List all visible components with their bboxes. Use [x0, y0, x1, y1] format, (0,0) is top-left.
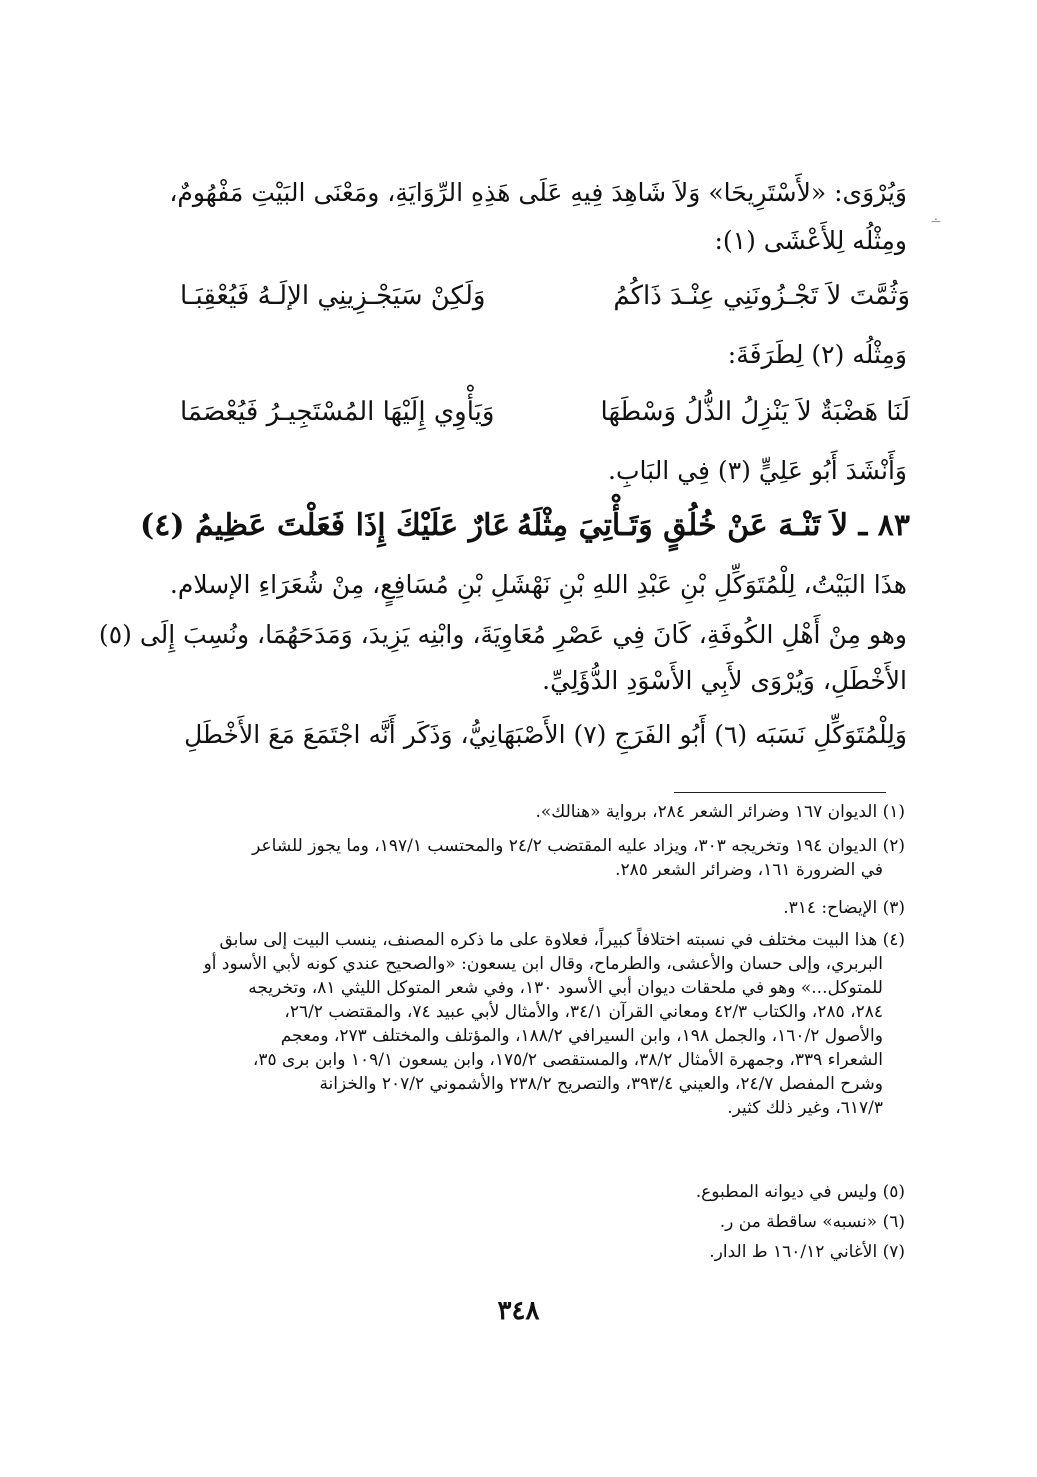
footnote-6 — [135, 1210, 905, 1234]
footnote-line: في الضرورة ١٦١، وضرائر الشعر ٢٨٥. — [615, 860, 883, 880]
body-line-6: وهو مِنْ أَهْلِ الكُوفَةِ، كَانَ فِي عَصْرِ مُعَاوِيَةَ، وابْنِه يَزِيدَ، وَمَدَحَهُمَا، ونُسِبَ إِلَى (٥) — [98, 620, 907, 649]
verse-2-second-hemistich: وَيَأْوِي إِلَيْهَا المُسْتَجِيـرُ فَيُعْصَمَا — [180, 397, 495, 427]
verse-2-first-hemistich: لَنَا هَضْبَةٌ لاَ يَنْزِلُ الذُّلُ وَسْطَهَا — [600, 397, 910, 427]
footnote-5 — [135, 1180, 905, 1204]
footnote-line: الشعراء ٣٣٩، وجمهرة الأمثال ٣٨/٢، والمستقصى ١٧٥/٢، وابن يسعون ١٠٩/١ وابن برى ٣٥، — [252, 1050, 883, 1070]
footnote-line: (٤) هذا البيت مختلف في نسبته اختلافاً كبيراً، فعلاوة على ما ذكره المصنف، ينسب البيت إلى سابق — [219, 930, 905, 950]
body-line-2: ومِثْلُه لِلأَعْشَى (١): — [714, 226, 907, 255]
footnote-line: (٥) وليس في ديوانه المطبوع. — [695, 1182, 905, 1202]
verse-83 — [140, 506, 910, 548]
footnote-line: والأصول ١٦٠/٢، والجمل ١٩٨، وابن السيرافي ١٨٨/٢، والمؤتلف والمختلف ٢٧٣، ومعجم — [280, 1026, 883, 1046]
verse-83-first-hemistich: ٨٣ ـ لاَ تَنْـهَ عَنْ خُلُقٍ وَتَـأْتِيَ مِثْلَهُ — [516, 508, 910, 543]
footnote-3 — [135, 896, 905, 920]
footnote-line: (١) الديوان ١٦٧ وضرائر الشعر ٢٨٤، برواية «هنالك». — [535, 802, 905, 822]
footnote-2 — [135, 834, 905, 882]
footnote-line: وشرح المفصل ٢٤/٧، والعيني ٣٩٣/٤، والتصريح ٢٣٨/٢ والأشموني ٢٠٧/٢ والخزانة — [319, 1074, 883, 1094]
verse-83-second-hemistich: عَارٌ عَلَيْكَ إِذَا فَعَلْتَ عَظِيمُ (٤) — [140, 508, 511, 543]
body-line-3: وَمِثْلُه (٢) لِطَرَفَةَ: — [727, 340, 907, 369]
body-line-5: هذَا البَيْتُ، لِلْمُتَوَكِّلِ بْنِ عَبْدِ اللهِ بْنِ نَهْشَلِ بْنِ مُسَافِعٍ، مِنْ شُعَرَاءِ الإسلام. — [169, 570, 907, 599]
footnote-line: البربري، وإلى حسان والأعشى، والطرماح، وقال ابن يسعون: «والصحيح عندي كونه لأبي الأسود أو — [203, 954, 883, 974]
verse-1-second-hemistich: وَلَكِنْ سَيَجْـزِينِي الإلَـهُ فَيُعْقِبَـا — [180, 281, 486, 311]
footnote-line: ٢٨٤، ٢٨٥، والكتاب ٤٢/٣ ومعاني القرآن ٣٤/١، والأمثال لأبي عبيد ٧٤، والمقتضب ٢٦/٢، — [284, 1002, 883, 1022]
footnote-line: (٢) الديوان ١٩٤ وتخريجه ٣٠٣، ويزاد عليه المقتضب ٢٤/٢ والمحتسب ١٩٧/١، وما يجوز للشاعر — [252, 836, 905, 856]
body-line-8: وَلِلْمُتَوَكِّلِ نَسَبَه (٦) أَبُو الفَرَجِ (٧) الأَصْبَهَانِيُّ، وَذَكَر أَنَّه اجْتَمَعَ مَعَ الأَخْطَلِ — [184, 720, 907, 749]
page-number: ٣٤٨ — [497, 1296, 540, 1326]
footnote-4 — [135, 928, 905, 1120]
verse-1-first-hemistich: وَثُمَّتَ لاَ تَجْـزُونَنِي عِنْـدَ ذَاكُمُ — [613, 281, 910, 311]
footnote-7 — [135, 1240, 905, 1264]
footnote-1 — [135, 800, 905, 824]
verse-2 — [150, 394, 910, 432]
footnote-separator — [674, 792, 886, 793]
body-line-1: وَيُرْوَى: «لأَسْتَرِيحَا» وَلاَ شَاهِدَ فِيهِ عَلَى هَذِهِ الرِّوَايَةِ، ومَعْنَى البَيْتِ مَفْهُومٌ، — [169, 178, 907, 207]
margin-mark: ∸ — [930, 214, 942, 230]
footnote-line: (٦) «نسبه» ساقطة من ر. — [719, 1212, 905, 1232]
verse-1 — [150, 278, 910, 316]
footnote-line: للمتوكل...» وهو في ملحقات ديوان أبي الأسود ١٣٠، وفي شعر المتوكل الليثي ٨١، وتخريجه — [248, 978, 883, 998]
footnote-line: (٣) الإيضاح: ٣١٤. — [783, 898, 905, 918]
footnote-line: (٧) الأغاني ١٦٠/١٢ ط الدار. — [709, 1242, 905, 1262]
body-line-4: وَأَنْشَدَ أَبُو عَلِيٍّ (٣) فِي البَابِ. — [608, 456, 907, 485]
footnote-line: ٦١٧/٣، وغير ذلك كثير. — [727, 1098, 883, 1118]
body-line-7: الأَخْطَلِ، وَيُرْوَى لأَبِي الأَسْوَدِ الدُّؤَلِيِّ. — [542, 666, 907, 695]
